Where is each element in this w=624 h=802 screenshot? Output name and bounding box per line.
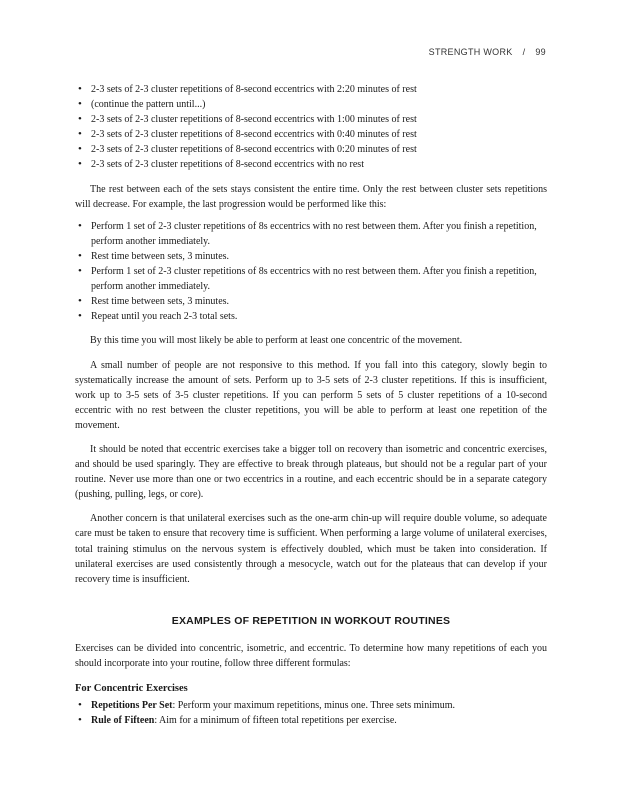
- paragraph: Another concern is that unilateral exercises such as the one-arm chin-up will require double volume, so adequate care must be taken to ensure that recovery time is sufficient. When performing a large volume of unilateral exercises, total training stimulus on the nervous system is effectively doubled, which must be taken into consideration. If unilateral exercises are used consistently through a mesocycle, watch out for the plateaus that can develop if your recovery time is insufficient.: [75, 513, 547, 585]
- list-item: • Repeat until you reach 2-3 total sets.: [75, 309, 547, 324]
- paragraph: Exercises can be divided into concentric, isometric, and eccentric. To determine how many repetitions of each you should incorporate into your routine, follow three different formulas:: [75, 642, 547, 669]
- page-number: 99: [535, 47, 546, 57]
- list-item: • Rest time between sets, 3 minutes.: [75, 294, 547, 309]
- running-header: [429, 47, 546, 57]
- list-item: [75, 698, 547, 713]
- list-item: • Perform 1 set of 2-3 cluster repetitions of 8s eccentrics with no rest between them. After you finish a repetition, perform another immediately.: [75, 264, 547, 294]
- list-item: • 2-3 sets of 2-3 cluster repetitions of 8-second eccentrics with 0:40 minutes of rest: [75, 127, 547, 142]
- list-item: [75, 713, 547, 728]
- paragraph: The rest between each of the sets stays consistent the entire time. Only the rest between cluster sets repetitions will decrease. For example, the last progression would be performed like this:: [75, 183, 547, 210]
- list-item: • (continue the pattern until...): [75, 97, 547, 112]
- section-heading: EXAMPLES OF REPETITION IN WORKOUT ROUTINES: [171, 614, 451, 627]
- paragraph: It should be noted that eccentric exercises take a bigger toll on recovery than isometric and concentric exercises, and should be used sparingly. They are effective to break through plateaus, but should not be a regular part of your routine. Never use more than one or two eccentrics in a routine, and each eccentric should be in a separate category (pushing, pulling, legs, or core).: [75, 443, 547, 501]
- rule-term: Rule of Fifteen: [91, 715, 155, 727]
- list-item: • Rest time between sets, 3 minutes.: [75, 249, 547, 264]
- rule-term: Repetitions Per Set: [91, 700, 173, 712]
- header-separator: /: [522, 47, 526, 57]
- page-body: [75, 82, 547, 728]
- rule-text: : Aim for a minimum of fifteen total repetitions per exercise.: [154, 715, 397, 727]
- list-item: • 2-3 sets of 2-3 cluster repetitions of 8-second eccentrics with no rest: [75, 157, 547, 172]
- chapter-title: STRENGTH WORK: [428, 47, 513, 57]
- list-item: • 2-3 sets of 2-3 cluster repetitions of 8-second eccentrics with 0:20 minutes of rest: [75, 142, 547, 157]
- subheading: For Concentric Exercises: [75, 683, 188, 695]
- paragraph: By this time you will most likely be able to perform at least one concentric of the movement.: [90, 335, 463, 347]
- paragraph: A small number of people are not responsive to this method. If you fall into this category, slowly begin to systematically increase the amount of sets. Perform up to 3-5 sets of 2-3 cluster repetitions. If this is insufficient, work up to 3-5 sets of 3-5 cluster repetitions. If you can perform 5 sets of 5 cluster repetitions of a 10-second eccentric with no rest between the cluster repetitions, you will be able to perform at least one repetition of the movement.: [75, 359, 547, 431]
- list-item: • Perform 1 set of 2-3 cluster repetitions of 8s eccentrics with no rest between them. After you finish a repetition, perform another immediately.: [75, 219, 547, 249]
- concentric-rules-list: [75, 698, 547, 728]
- eccentric-progression-list: [75, 82, 547, 173]
- list-item: • 2-3 sets of 2-3 cluster repetitions of 8-second eccentrics with 1:00 minutes of rest: [75, 112, 547, 127]
- list-item: • 2-3 sets of 2-3 cluster repetitions of 8-second eccentrics with 2:20 minutes of rest: [75, 82, 547, 97]
- last-progression-list: [75, 219, 547, 325]
- rule-text: : Perform your maximum repetitions, minus one. Three sets minimum.: [172, 700, 456, 712]
